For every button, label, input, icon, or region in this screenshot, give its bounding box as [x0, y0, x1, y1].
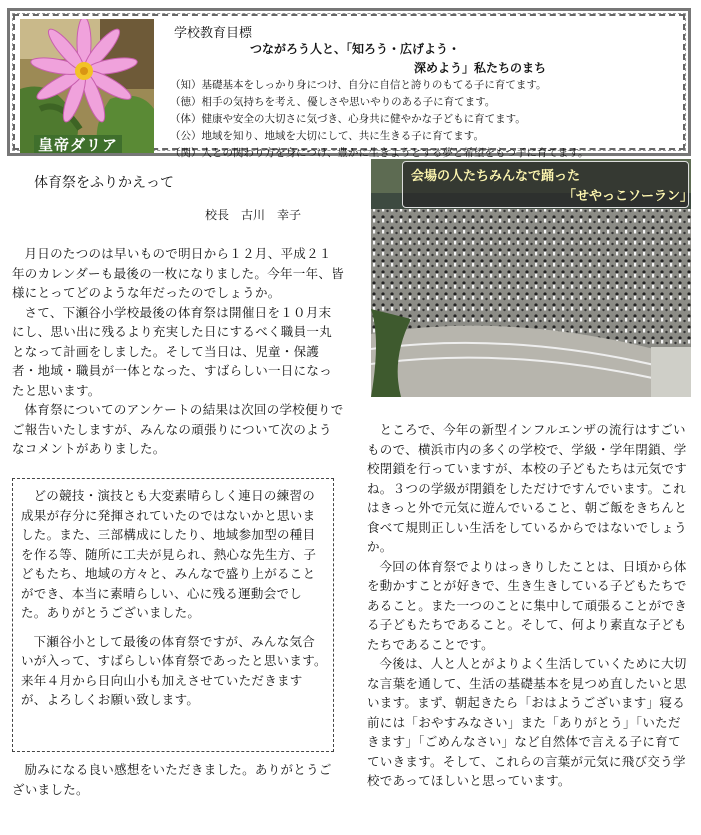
article-title: 体育祭をふりかえって [34, 175, 174, 191]
comment-quote-box [12, 478, 334, 752]
left-body-text [12, 244, 344, 459]
photo-caption-line-1: 会場の人たちみんなで踊った [411, 169, 581, 184]
dahlia-flower-icon [20, 19, 154, 153]
goals-list [170, 77, 696, 162]
article-byline: 校長 古川 幸子 [205, 208, 302, 222]
motto-line-1: つながろう人と、「知ろう・広げよう・ [250, 42, 461, 56]
paragraph: 励みになる良い感想をいただきました。ありがとうございました。 [12, 762, 332, 797]
goal-item: （知）基礎基本をしっかり身につけ、自分に自信と誇りのもてる子に育てます。 [170, 79, 547, 91]
paragraph: 今後は、人と人とがよりよく生活していくために大切な言葉を通して、生活の基礎基本を見つめ直したいと思います。まず、朝起きたら「おはようございます」寝る前には「おやすみなさい」また「ありがとう」「いただきます」「ごめんなさい」など自然体で言える子に育てていきます。そして、これらの言葉が元気に飛び交う学校であってほしいと思っています。 [367, 656, 687, 788]
goal-item: （徳）相手の気持ちを考え、優しさや思いやりのある子に育てます。 [170, 96, 496, 108]
school-goals-header [7, 8, 691, 159]
photo-caption-box [402, 161, 694, 208]
left-closing-text [12, 760, 344, 799]
paragraph: さて、下瀬谷小学校最後の体育祭は開催日を１０月末にし、思い出に残るより充実した日にするべく職員一丸となって計画をしました。そして当日は、児童・保護者・地域・職員が一体となった、すばらしい一日になったと思います。 [12, 304, 333, 398]
paragraph: 今回の体育祭でよりはっきりしたことは、日頃から体を動かすことが好きで、生き生きしている子どもたちであること。また一つのことに集中して頑張ることができる子どもたちであること。そして、何より素直な子どもたちであることです。 [367, 558, 688, 652]
logo-caption: 皇帝ダリア [34, 135, 122, 153]
paragraph: 体育祭についてのアンケートの結果は次回の学校便りでご報告いたしますが、みんなの頑張りについて次のようなコメントがありました。 [12, 402, 344, 456]
goal-item: （体）健康や安全の大切さに気づき、心身共に健やかな子どもに育てます。 [170, 113, 526, 125]
goals-title: 学校教育目標 [174, 26, 253, 41]
quote-paragraph: どの競技・演技とも大変素晴らしく連日の練習の成果が存分に発揮されていたのではないかと思いました。また、三部構成にしたり、地域参加型の種目を作る等、随所に工夫が見られ、熱心な先生方、子どもたち、地域の方々と、みんなで盛り上がることができ、本当に素晴らしい、心に残る運動会でした。ありがとうございました。 [21, 488, 317, 620]
goal-item: （関）人との関わり方を身につけ、豊かに生きようとする夢と希望をもつ子に育てます。 [170, 147, 589, 159]
quote-paragraph: 下瀬谷小として最後の体育祭ですが、みんな気合いが入って、すばらしい体育祭であったと思います。来年４月から日向山小も加えさせていただきますが、よろしくお願い致します。 [21, 633, 327, 707]
right-body-text [367, 420, 693, 791]
motto-line-2: 深めよう」私たちのまち [414, 61, 547, 75]
paragraph: ところで、今年の新型インフルエンザの流行はすごいもので、横浜市内の多くの学校で、学級・学年閉鎖、学校閉鎖を行っていますが、本校の子どもたちは元気ですね。３つの学級が閉鎖をしただけですんでいます。これはきっと外で元気に遊んでいること、朝ご飯をきちんと食べて規則正しい生活をしているからではないでしょうか。 [367, 422, 688, 554]
goal-item: （公）地域を知り、地域を大切にして、共に生きる子に育てます。 [170, 130, 484, 142]
paragraph: 月日のたつのは早いもので明日から１２月、平成２１年のカレンダーも最後の一枚になりました。今年一年、皆様にとってどのような年だったのでしょうか。 [12, 246, 344, 300]
dahlia-photo [20, 19, 154, 153]
photo-caption-line-2: 「せやっこソーラン」 [563, 189, 694, 204]
